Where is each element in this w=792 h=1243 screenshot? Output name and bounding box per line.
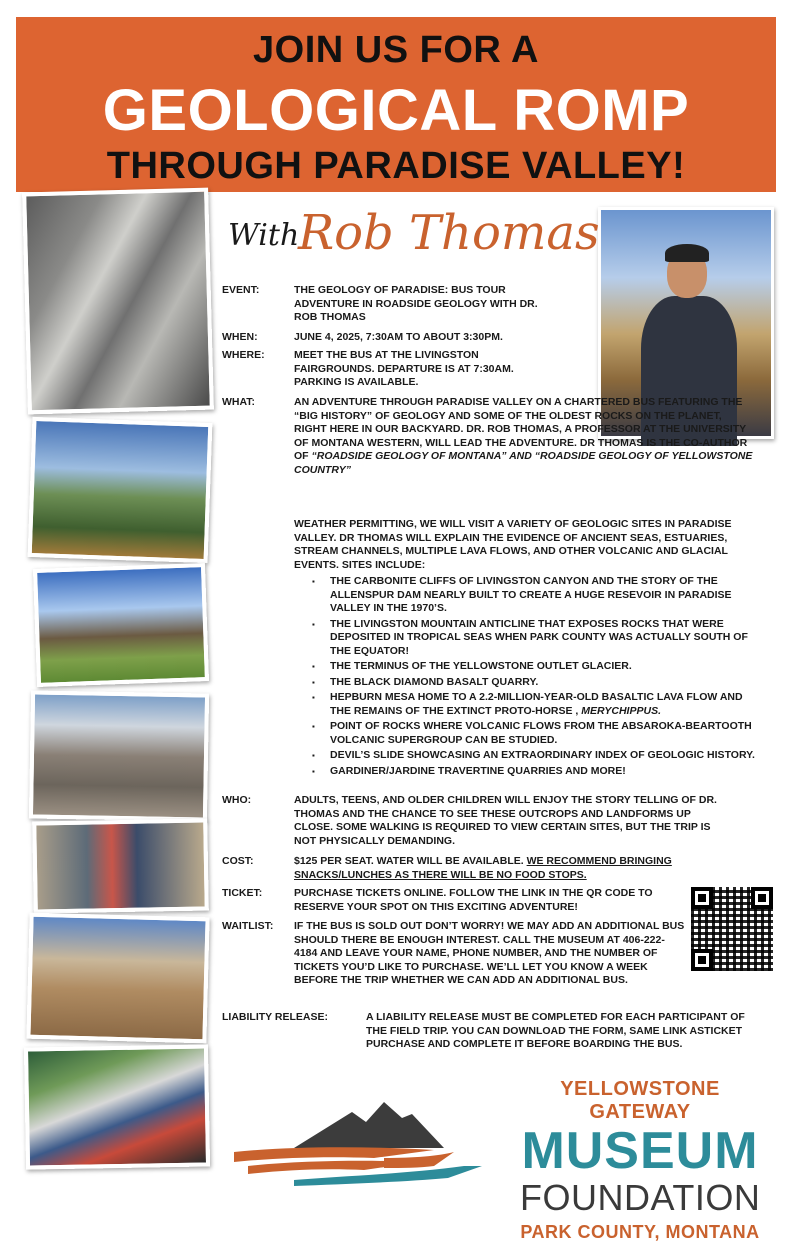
list-item: ▪ THE CARBONITE CLIFFS OF LIVINGSTON CANYON AND THE STORY OF THE ALLENSPUR DAM NEARLY BUILT TO CREATE A HUGE RESEVOIR IN PARADISE VALLEY IN THE 1970’S. xyxy=(312,575,762,616)
what-sites-intro: WEATHER PERMITTING, WE WILL VISIT A VARIETY OF GEOLOGIC SITES IN PARADISE VALLEY. DR THOMAS WILL EXPLAIN THE EVIDENCE OF ANCIENT SEAS, ESTUARIES, STREAM CHANNELS, MULTIPLE LAVA FLOWS, AND OTHER VOLCANIC AND GLACIAL EVENTS. SITES INCLUDE: xyxy=(294,518,732,571)
where-text: MEET THE BUS AT THE LIVINGSTON FAIRGROUNDS. DEPARTURE IS AT 7:30AM. PARKING IS AVAILABLE. xyxy=(294,349,514,388)
what-description: AN ADVENTURE THROUGH PARADISE VALLEY ON A CHARTERED BUS FEATURING THE “BIG HISTORY” OF GEOLOGY AND SOME OF THE OLDEST ROCKS ON THE PLANET, RIGHT HERE IN OUR BACKYARD. DR. ROB THOMAS, A PROFESSOR AT THE UNIVERSITY OF MONTANA WESTERN, WILL LEAD THE ADVENTURE. DR THOMAS IS THE CO-AUTHOR OF xyxy=(294,396,748,462)
logo-line-3: FOUNDATION xyxy=(520,1177,761,1218)
where-label: WHERE: xyxy=(222,349,265,361)
who-text: ADULTS, TEENS, AND OLDER CHILDREN WILL ENJOY THE STORY TELLING OF DR. THOMAS AND THE CHANCE TO SEE THESE OUTCROPS AND LANDFORMS UP CLOSE. SOME WALKING IS REQUIRED TO VIEW CERTAIN SITES, BUT THE TRIP IS NOT PHYSICALLY DEMANDING. xyxy=(294,794,717,847)
sites-list xyxy=(312,575,762,780)
who-label: WHO: xyxy=(222,794,252,806)
logo-line-2: MUSEUM xyxy=(521,1122,759,1180)
qr-finder xyxy=(751,887,773,909)
with-label: With xyxy=(228,218,300,253)
travertine-quarry-photo xyxy=(26,913,209,1044)
header-line-3: THROUGH PARADISE VALLEY! xyxy=(106,145,686,187)
list-item xyxy=(312,691,762,718)
site-hepburn-species: MERYCHIPPUS. xyxy=(581,704,661,717)
when-label: WHEN: xyxy=(222,331,258,343)
waitlist-text: IF THE BUS IS SOLD OUT DON’T WORRY! WE MAY ADD AN ADDITIONAL BUS SHOULD THERE BE ENOUGH INTEREST. CALL THE MUSEUM AT 406-222-4184 AND LEAVE YOUR NAME, PHONE NUMBER, AND THE NUMBER OF TICKETS YOU’D LIKE TO PURCHASE. WE’LL LET YOU KNOW A WEEK BEFORE THE TRIP WHETHER WE CAN ADD AN ADDITIONAL BUS. xyxy=(294,920,685,986)
tour-group-photo xyxy=(32,818,209,913)
logo-line-1: YELLOWSTONE GATEWAY xyxy=(560,1078,720,1123)
header-banner xyxy=(16,17,776,192)
museum-logo xyxy=(520,1078,760,1243)
list-item: ▪ THE BLACK DIAMOND BASALT QUARRY. xyxy=(312,676,762,690)
list-item: ▪ THE TERMINUS OF THE YELLOWSTONE OUTLET GLACIER. xyxy=(312,660,762,674)
site-hepburn-text: HEPBURN MESA HOME TO A 2.2-MILLION-YEAR-OLD BASALTIC LAVA FLOW AND THE REMAINS OF THE EXTINCT PROTO-HORSE , xyxy=(330,691,743,717)
header-line-1: JOIN US FOR A xyxy=(253,29,539,71)
ticket-qr-code[interactable] xyxy=(691,887,773,971)
list-item: ▪ POINT OF ROCKS WHERE VOLCANIC FLOWS FROM THE ABSAROKA-BEARTOOTH VOLCANIC SUPERGROUP CAN BE STUDIED. xyxy=(312,720,762,747)
basalt-quarry-photo xyxy=(29,690,209,821)
event-label: EVENT: xyxy=(222,284,260,296)
what-text xyxy=(294,396,754,477)
what-label: WHAT: xyxy=(222,396,256,408)
when-text: JUNE 4, 2025, 7:30AM TO ABOUT 3:30PM. xyxy=(294,331,503,343)
canyon-group-photo xyxy=(24,1044,210,1169)
ticket-label: TICKET: xyxy=(222,887,263,899)
qr-finder xyxy=(691,887,713,909)
event-text: THE GEOLOGY OF PARADISE: BUS TOUR ADVENTURE IN ROADSIDE GEOLOGY WITH DR. ROB THOMAS xyxy=(294,284,538,323)
ticket-text: PURCHASE TICKETS ONLINE. FOLLOW THE LINK IN THE QR CODE TO RESERVE YOUR SPOT ON THIS EXCITING ADVENTURE! xyxy=(294,887,653,913)
rock-outcrop-photo xyxy=(22,188,214,415)
list-item: ▪ GARDINER/JARDINE TRAVERTINE QUARRIES AND MORE! xyxy=(312,765,762,779)
cost-note: WE RECOMMEND BRINGING SNACKS/LUNCHES AS THERE WILL BE NO FOOD STOPS. xyxy=(294,855,672,881)
what-books: “ROADSIDE GEOLOGY OF MONTANA” AND “ROADSIDE GEOLOGY OF YELLOWSTONE COUNTRY” xyxy=(294,450,753,476)
valley-landscape-photo xyxy=(28,417,213,563)
anticline-mountain-photo xyxy=(33,563,209,687)
list-item: ▪ THE LIVINGSTON MOUNTAIN ANTICLINE THAT EXPOSES ROCKS THAT WERE DEPOSITED IN TROPICAL SEAS WHEN PARK COUNTY WAS ACTUALLY SOUTH OF THE EQUATOR! xyxy=(312,618,762,659)
cost-text xyxy=(294,855,714,882)
presenter-cap xyxy=(665,244,709,262)
waitlist-label: WAITLIST: xyxy=(222,920,274,932)
list-item: ▪ DEVIL’S SLIDE SHOWCASING AN EXTRAORDINARY INDEX OF GEOLOGIC HISTORY. xyxy=(312,749,762,763)
liability-text: A LIABILITY RELEASE MUST BE COMPLETED FOR EACH PARTICIPANT OF THE FIELD TRIP. YOU CAN DOWNLOAD THE FORM, SAME LINK ASTICKET PURCHASE AND COMPLETE IT BEFORE BOARDING THE BUS. xyxy=(366,1011,745,1050)
mountain-logo-icon xyxy=(234,1096,500,1188)
cost-label: COST: xyxy=(222,855,254,867)
cost-price: $125 PER SEAT. WATER WILL BE AVAILABLE. xyxy=(294,855,524,867)
qr-finder xyxy=(691,949,713,971)
header-title: GEOLOGICAL ROMP xyxy=(102,78,690,143)
logo-line-4: PARK COUNTY, MONTANA xyxy=(520,1222,760,1242)
liability-label: LIABILITY RELEASE: xyxy=(222,1011,328,1023)
presenter-name: Rob Thomas xyxy=(298,205,600,261)
